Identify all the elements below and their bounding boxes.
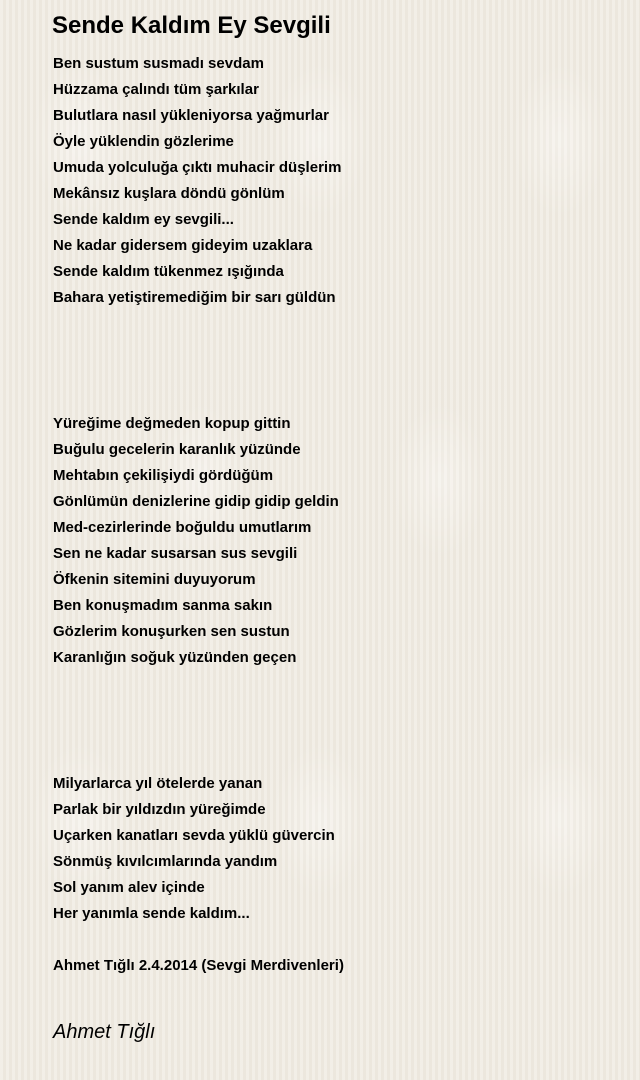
poem-line: Parlak bir yıldızdın yüreğimde (53, 801, 266, 818)
poem-line: Mekânsız kuşlara döndü gönlüm (53, 185, 285, 202)
poem-line: Sende kaldım tükenmez ışığında (53, 263, 284, 280)
poem-line: Her yanımla sende kaldım... (53, 905, 250, 922)
source-spacer (53, 927, 613, 953)
poem-line: Hüzzama çalındı tüm şarkılar (53, 81, 259, 98)
stanza-1 (53, 51, 613, 311)
stanza-2 (53, 411, 613, 671)
poem-line: Buğulu gecelerin karanlık yüzünde (53, 441, 301, 458)
poem-line: Öfkenin sitemini duyuyorum (53, 571, 256, 588)
poem-line: Gözlerim konuşurken sen sustun (53, 623, 290, 640)
poem-title: Sende Kaldım Ey Sevgili (52, 12, 331, 39)
poem-line: Mehtabın çekilişiydi gördüğüm (53, 467, 274, 484)
poem-line: Bulutlara nasıl yükleniyorsa yağmurlar (53, 107, 329, 124)
poem-line: Ne kadar gidersem gideyim uzaklara (53, 237, 313, 254)
poem-line: Sönmüş kıvılcımlarında yandım (53, 853, 278, 870)
poem-line: Öyle yüklendin gözlerime (53, 133, 234, 150)
poem-body (53, 51, 613, 979)
stanza-spacer (53, 671, 613, 771)
poem-line: Sol yanım alev içinde (53, 879, 205, 896)
poem-line: Sen ne kadar susarsan sus sevgili (53, 545, 298, 562)
poem-line: Yüreğime değmeden kopup gittin (53, 415, 291, 432)
poem-line: Ben sustum susmadı sevdam (53, 55, 264, 72)
poem-line: Karanlığın soğuk yüzünden geçen (53, 649, 297, 666)
poem-line: Gönlümün denizlerine gidip gidip geldin (53, 493, 339, 510)
poem-source-line: Ahmet Tığlı 2.4.2014 (Sevgi Merdivenleri) (53, 957, 344, 974)
stanza-spacer (53, 311, 613, 411)
poem-line: Sende kaldım ey sevgili... (53, 211, 234, 228)
poem-line: Milyarlarca yıl ötelerde yanan (53, 775, 263, 792)
poem-line: Uçarken kanatları sevda yüklü güvercin (53, 827, 335, 844)
poem-line: Bahara yetiştiremediğim bir sarı güldün (53, 289, 336, 306)
poem-author: Ahmet Tığlı (53, 1021, 156, 1043)
poem-line: Ben konuşmadım sanma sakın (53, 597, 273, 614)
poem-line: Umuda yolculuğa çıktı muhacir düşlerim (53, 159, 342, 176)
poem-line: Med-cezirlerinde boğuldu umutlarım (53, 519, 312, 536)
stanza-3 (53, 771, 613, 927)
